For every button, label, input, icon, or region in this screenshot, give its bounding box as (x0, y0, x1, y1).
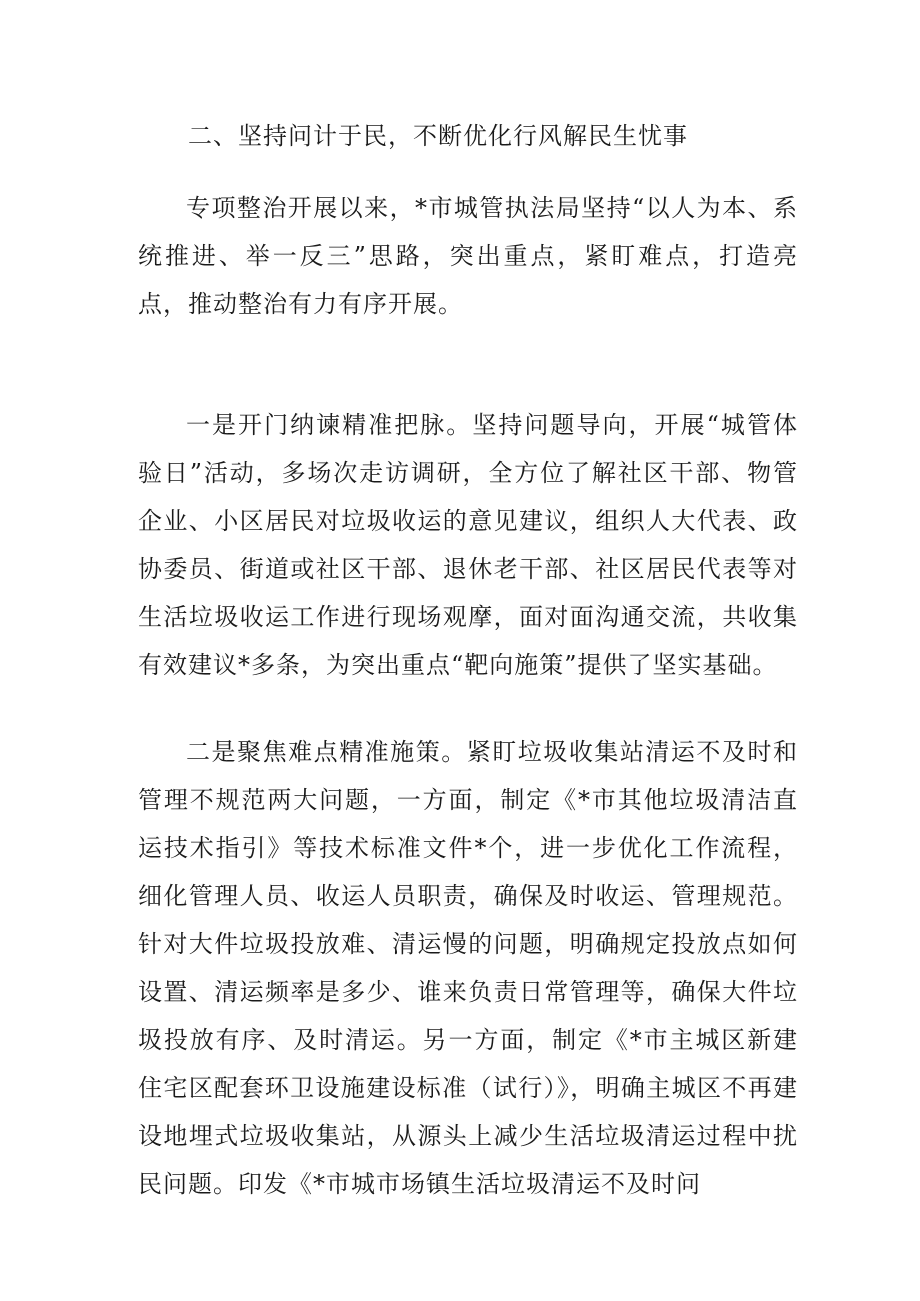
section-heading: 二、坚持问计于民，不断优化行风解民生忧事 (188, 122, 688, 150)
paragraph-intro: 专项整治开展以来，*市城管执法局坚持“以人为本、系统推进、举一反三”思路，突出重点，紧盯难点，打造亮点，推动整治有力有序开展。 (138, 194, 798, 318)
paragraph-point-two: 二是聚焦难点精准施策。紧盯垃圾收集站清运不及时和管理不规范两大问题，一方面，制定《*市其他垃圾清洁直运技术指引》等技术标准文件*个，进一步优化工作流程，细化管理人员、收运人员职责，确保及时收运、管理规范。针对大件垃圾投放难、清运慢的问题，明确规定投放点如何设置、清运频率是多少、谁来负责日常管理等，确保大件垃圾投放有序、及时清运。另一方面，制定《*市主城区新建住宅区配套环卫设施建设标准（试行）》，明确主城区不再建设地埋式垃圾收集站，从源头上减少生活垃圾清运过程中扰民问题。印发《*市城市场镇生活垃圾清运不及时问 (138, 738, 798, 1198)
paragraph-point-one: 一是开门纳谏精准把脉。坚持问题导向，开展“城管体验日”活动，多场次走访调研，全方位了解社区干部、物管企业、小区居民对垃圾收运的意见建议，组织人大代表、政协委员、街道或社区干部、退休老干部、社区居民代表等对生活垃圾收运工作进行现场观摩，面对面沟通交流，共收集有效建议*多条，为突出重点“靶向施策”提供了坚实基础。 (138, 411, 798, 679)
